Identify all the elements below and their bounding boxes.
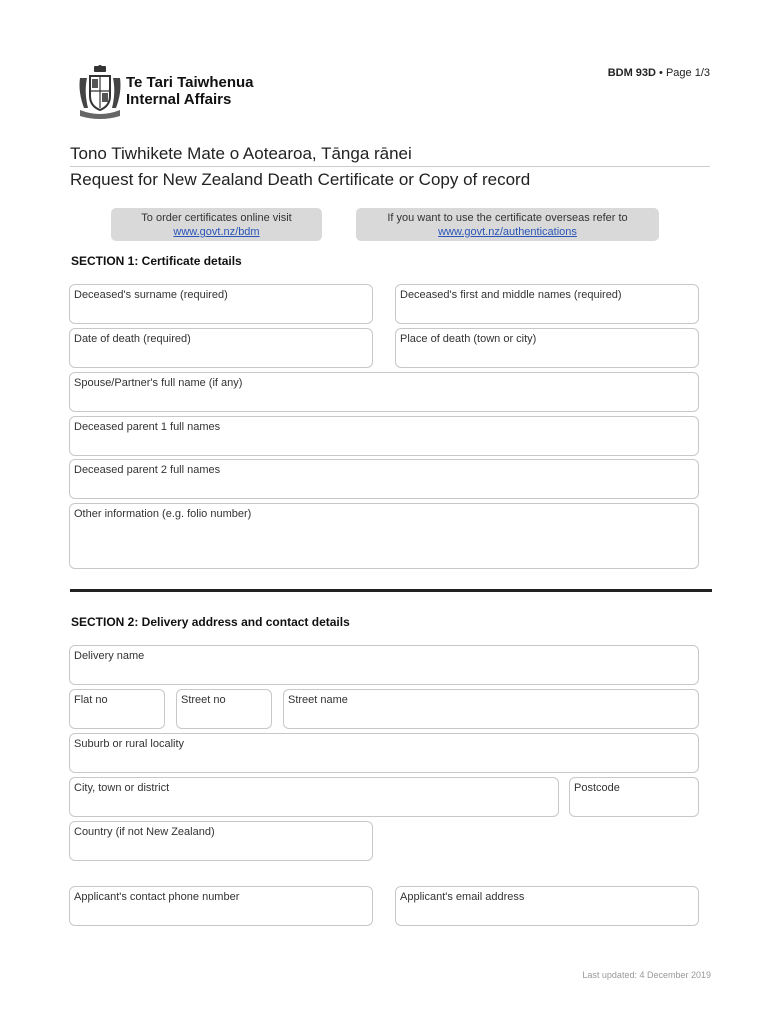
field-label: Spouse/Partner's full name (if any): [74, 377, 243, 389]
field-label: Street no: [181, 694, 226, 706]
field-label: Other information (e.g. folio number): [74, 508, 252, 520]
field-label: Street name: [288, 694, 348, 706]
field-label: Applicant's contact phone number: [74, 891, 240, 903]
authentications-link[interactable]: www.govt.nz/authentications: [438, 226, 577, 238]
street-name-field[interactable]: [283, 689, 699, 729]
section-1-title: SECTION 1: Certificate details: [71, 254, 242, 268]
field-label: City, town or district: [74, 782, 170, 794]
last-updated: Last updated: 4 December 2019: [582, 970, 711, 980]
field-label: Postcode: [574, 782, 620, 794]
country-field[interactable]: [69, 821, 373, 861]
date-of-death-field[interactable]: [69, 328, 373, 368]
field-label: Deceased parent 2 full names: [74, 464, 221, 476]
overseas-info: [356, 208, 659, 241]
field-label: Date of death (required): [74, 333, 191, 345]
form-code-id: BDM 93D: [607, 67, 656, 79]
section-divider: [70, 589, 712, 592]
place-of-death-field[interactable]: [395, 328, 699, 368]
logo-line-1: Te Tari Taiwhenua: [126, 74, 254, 91]
field-label: Delivery name: [74, 650, 145, 662]
logo-line-2: Internal Affairs: [126, 91, 232, 108]
parent-2-field[interactable]: [69, 459, 699, 499]
suburb-field[interactable]: [69, 733, 699, 773]
flat-no-field[interactable]: [69, 689, 165, 729]
section-2-title: SECTION 2: Delivery address and contact details: [71, 615, 350, 629]
title-divider: [70, 166, 710, 167]
field-label: Flat no: [74, 694, 108, 706]
page-indicator: • Page 1/3: [659, 67, 710, 79]
field-label: Suburb or rural locality: [74, 738, 185, 750]
city-field[interactable]: [69, 777, 559, 817]
deceased-first-names-field[interactable]: [395, 284, 699, 324]
bdm-link[interactable]: www.govt.nz/bdm: [173, 226, 260, 238]
other-information-field[interactable]: [69, 503, 699, 569]
field-label: Deceased parent 1 full names: [74, 421, 221, 433]
postcode-field[interactable]: [569, 777, 699, 817]
deceased-surname-field[interactable]: [69, 284, 373, 324]
overseas-text: If you want to use the certificate overseas refer to: [387, 212, 628, 224]
parent-1-field[interactable]: [69, 416, 699, 456]
phone-field[interactable]: [69, 886, 373, 926]
internal-affairs-logo: [76, 64, 276, 122]
email-field[interactable]: [395, 886, 699, 926]
online-order-text: To order certificates online visit: [141, 212, 292, 224]
page-title: [70, 142, 710, 191]
field-label: Deceased's surname (required): [74, 289, 228, 301]
field-label: Deceased's first and middle names (required): [400, 289, 622, 301]
form-code: [608, 67, 710, 79]
coat-of-arms-icon: [76, 64, 124, 120]
field-label: Place of death (town or city): [400, 333, 537, 345]
delivery-name-field[interactable]: [69, 645, 699, 685]
field-label: Country (if not New Zealand): [74, 826, 215, 838]
street-no-field[interactable]: [176, 689, 272, 729]
spouse-name-field[interactable]: [69, 372, 699, 412]
title-english: Request for New Zealand Death Certificate or Copy of record: [70, 170, 531, 189]
online-order-info: [111, 208, 322, 241]
title-maori: Tono Tiwhikete Mate o Aotearoa, Tānga rānei: [70, 144, 412, 163]
field-label: Applicant's email address: [400, 891, 525, 903]
